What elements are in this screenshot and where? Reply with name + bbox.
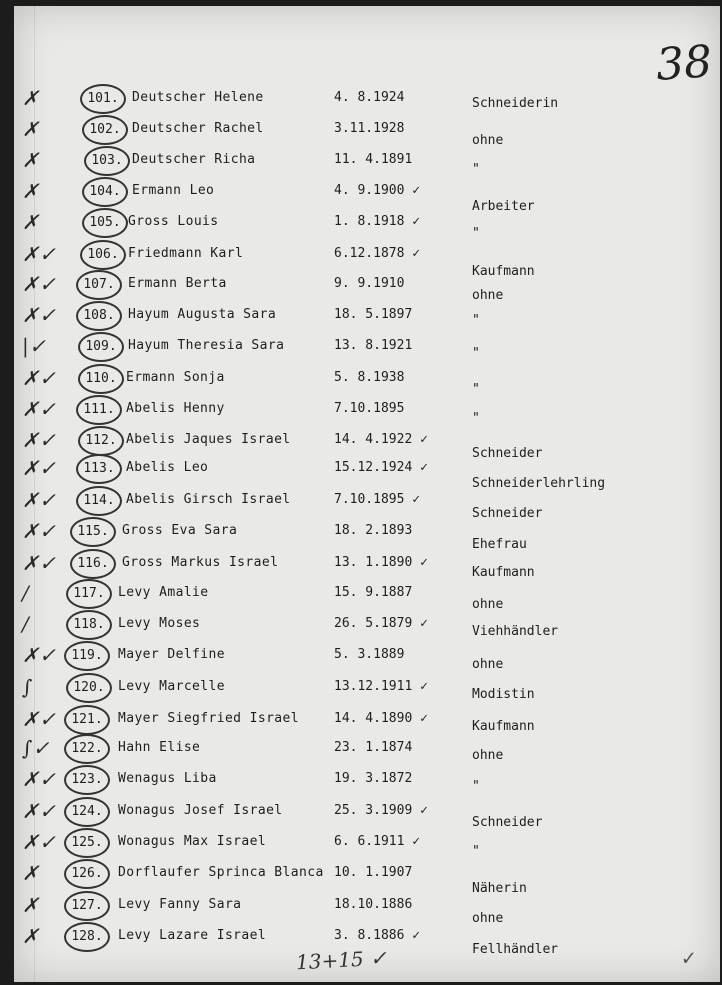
entry-birth-date: 11. 4.1891	[334, 152, 413, 167]
entry-occupation: Schneiderlehrling	[472, 476, 606, 491]
entry-number: 110.	[78, 364, 124, 394]
entry-birth-date: 6. 6.1911 ✓	[334, 834, 421, 849]
handwritten-check-marks: ✗ ✓	[22, 397, 53, 421]
entry-occupation: Näherin	[472, 881, 527, 896]
entry-occupation: Viehhändler	[472, 624, 559, 639]
entry-name: Ermann Berta	[128, 276, 227, 291]
entry-row	[14, 736, 720, 770]
handwritten-check-marks: ✗ ✓	[22, 456, 53, 480]
entry-birth-date: 5. 3.1889	[334, 647, 405, 662]
entry-occupation: "	[472, 226, 480, 241]
entry-number: 116.	[70, 549, 116, 579]
entry-number: 115.	[70, 517, 116, 547]
entry-row	[14, 366, 720, 400]
entry-number: 117.	[66, 579, 112, 609]
entry-number: 104.	[82, 177, 128, 207]
entry-occupation: ohne	[472, 597, 504, 612]
entry-row	[14, 707, 720, 741]
entry-number: 114.	[76, 486, 122, 516]
entry-number: 101.	[80, 84, 126, 114]
entry-birth-date: 15.12.1924 ✓	[334, 460, 428, 475]
entry-name: Ermann Leo	[132, 183, 215, 198]
handwritten-check-marks: ✗ ✓	[22, 830, 53, 854]
entry-name: Abelis Jaques Israel	[126, 432, 291, 447]
entry-birth-date: 14. 4.1922 ✓	[334, 432, 428, 447]
entry-name: Wonagus Max Israel	[118, 834, 267, 849]
entry-number: 106.	[80, 240, 126, 270]
entry-name: Levy Amalie	[118, 585, 209, 600]
entry-row	[14, 799, 720, 833]
entry-row	[14, 456, 720, 491]
entry-birth-date: 9. 9.1910	[334, 276, 405, 291]
entry-birth-date: 19. 3.1872	[334, 771, 413, 786]
entry-number: 121.	[64, 705, 110, 735]
entry-occupation: "	[472, 313, 480, 328]
entry-birth-date: 7.10.1895 ✓	[334, 492, 421, 507]
entry-name: Friedmann Karl	[128, 246, 244, 261]
entry-row	[14, 210, 720, 244]
handwritten-check-marks: | ✓	[22, 334, 43, 358]
entry-name: Gross Louis	[128, 214, 219, 229]
entry-name: Levy Fanny Sara	[118, 897, 242, 912]
handwritten-check-marks: /	[22, 581, 26, 605]
entry-name: Abelis Henny	[126, 401, 225, 416]
handwritten-check-marks: /	[22, 612, 26, 636]
entry-occupation: Schneider	[472, 506, 543, 521]
entry-occupation: Schneider	[472, 815, 543, 830]
entry-number: 123.	[64, 765, 110, 795]
handwritten-check-marks: ✗ ✓	[22, 643, 53, 667]
handwritten-check-marks: ∫ ✓	[22, 736, 47, 760]
entry-name: Levy Moses	[118, 616, 201, 631]
entry-name: Wonagus Josef Israel	[118, 803, 283, 818]
entry-name: Mayer Delfine	[118, 647, 225, 662]
entry-birth-date: 26. 5.1879 ✓	[334, 616, 428, 631]
entry-occupation: ohne	[472, 748, 504, 763]
entry-row	[14, 242, 720, 279]
entry-occupation: Schneiderin	[472, 96, 559, 111]
entry-occupation: "	[472, 162, 480, 177]
handwritten-check-marks: ✗ ✓	[22, 551, 53, 575]
document-sheet	[14, 6, 720, 982]
entry-number: 112.	[78, 426, 124, 456]
entry-row	[14, 488, 720, 522]
handwritten-check-marks: ✗	[22, 893, 36, 917]
entry-name: Mayer Siegfried Israel	[118, 711, 299, 726]
entry-row	[14, 612, 720, 646]
entry-occupation: "	[472, 779, 480, 794]
handwritten-check-marks: ✗	[22, 148, 36, 172]
handwritten-check-marks: ✗ ✓	[22, 488, 53, 512]
entry-birth-date: 15. 9.1887	[334, 585, 413, 600]
entry-name: Levy Marcelle	[118, 679, 225, 694]
handwritten-check-marks: ✗	[22, 86, 36, 110]
entry-row	[14, 861, 720, 896]
handwritten-check-marks: ✗ ✓	[22, 303, 53, 327]
entry-birth-date: 18. 5.1897	[334, 307, 413, 322]
entry-number: 109.	[78, 332, 124, 362]
entry-name: Deutscher Richa	[132, 152, 256, 167]
entry-birth-date: 1. 8.1918 ✓	[334, 214, 421, 229]
entry-row	[14, 272, 720, 306]
entry-number: 124.	[64, 797, 110, 827]
entry-birth-date: 25. 3.1909 ✓	[334, 803, 428, 818]
entry-birth-date: 14. 4.1890 ✓	[334, 711, 428, 726]
entry-number: 107.	[76, 270, 122, 300]
handwritten-check-marks: ✗	[22, 117, 36, 141]
handwritten-check-marks: ✗ ✓	[22, 366, 53, 390]
entry-name: Abelis Girsch Israel	[126, 492, 291, 507]
entry-number: 102.	[82, 115, 128, 145]
entry-birth-date: 7.10.1895	[334, 401, 405, 416]
entry-occupation: Ehefrau	[472, 537, 527, 552]
entry-row	[14, 86, 720, 120]
entry-birth-date: 23. 1.1874	[334, 740, 413, 755]
entry-occupation: Schneider	[472, 446, 543, 461]
entry-occupation: ohne	[472, 133, 504, 148]
entry-birth-date: 3. 8.1886 ✓	[334, 928, 421, 943]
handwritten-check-marks: ✗ ✓	[22, 428, 53, 452]
entry-occupation: "	[472, 411, 480, 426]
entry-row	[14, 551, 720, 585]
entry-birth-date: 18.10.1886	[334, 897, 413, 912]
corner-check-icon: ✓	[682, 946, 696, 971]
entry-occupation: Kaufmann	[472, 565, 535, 580]
entry-number: 105.	[82, 208, 128, 238]
entry-number: 111.	[76, 395, 122, 425]
entry-birth-date: 3.11.1928	[334, 121, 405, 136]
entry-name: Ermann Sonja	[126, 370, 225, 385]
entry-name: Hahn Elise	[118, 740, 201, 755]
entry-occupation: "	[472, 382, 480, 397]
entry-name: Gross Eva Sara	[122, 523, 238, 538]
entry-number: 125.	[64, 828, 110, 858]
entry-occupation: ohne	[472, 288, 504, 303]
entry-number: 118.	[66, 610, 112, 640]
entry-name: Abelis Leo	[126, 460, 209, 475]
entry-occupation: Modistin	[472, 687, 535, 702]
entry-row	[14, 830, 720, 864]
entry-birth-date: 10. 1.1907	[334, 865, 413, 880]
handwritten-check-marks: ✗	[22, 179, 36, 203]
entry-birth-date: 18. 2.1893	[334, 523, 413, 538]
handwritten-check-marks: ✗ ✓	[22, 242, 53, 266]
entry-birth-date: 4. 9.1900 ✓	[334, 183, 421, 198]
entry-name: Hayum Augusta Sara	[128, 307, 277, 322]
entry-name: Wenagus Liba	[118, 771, 217, 786]
entry-number: 120.	[66, 673, 112, 703]
entry-row	[14, 519, 720, 553]
entry-number: 108.	[76, 301, 122, 331]
entry-occupation: Kaufmann	[472, 264, 535, 279]
entry-number: 119.	[64, 641, 110, 671]
handwritten-check-marks: ✗ ✓	[22, 767, 53, 791]
entry-row	[14, 643, 720, 677]
entry-row	[14, 148, 720, 182]
entry-name: Deutscher Helene	[132, 90, 264, 105]
entry-row	[14, 303, 720, 337]
entry-birth-date: 13. 1.1890 ✓	[334, 555, 428, 570]
entry-number: 127.	[64, 891, 110, 921]
handwritten-check-marks: ✗	[22, 210, 36, 234]
entry-occupation: Fellhändler	[472, 942, 559, 957]
entry-number: 103.	[84, 146, 130, 176]
footer-note: 13+15 ✓	[295, 945, 388, 975]
handwritten-check-marks: ✗ ✓	[22, 519, 53, 543]
entry-occupation: ohne	[472, 911, 504, 926]
entry-name: Hayum Theresia Sara	[128, 338, 285, 353]
entry-row	[14, 117, 720, 151]
entry-name: Gross Markus Israel	[122, 555, 279, 570]
entry-birth-date: 13.12.1911 ✓	[334, 679, 428, 694]
entry-row	[14, 397, 720, 431]
entry-number: 128.	[64, 922, 110, 952]
handwritten-check-marks: ✗ ✓	[22, 272, 53, 296]
entry-birth-date: 4. 8.1924	[334, 90, 405, 105]
entry-occupation: Arbeiter	[472, 199, 535, 214]
entry-row	[14, 334, 720, 368]
entry-row	[14, 675, 720, 709]
entry-name: Deutscher Rachel	[132, 121, 264, 136]
entry-name: Dorflaufer Sprinca Blanca	[118, 865, 324, 880]
entry-row	[14, 767, 720, 801]
entry-birth-date: 5. 8.1938	[334, 370, 405, 385]
entry-number: 113.	[76, 454, 122, 484]
entry-occupation: "	[472, 844, 480, 859]
entry-row	[14, 179, 720, 214]
entry-row	[14, 428, 720, 462]
handwritten-check-marks: ✗	[22, 861, 36, 885]
handwritten-check-marks: ∫	[22, 675, 30, 699]
entry-birth-date: 13. 8.1921	[334, 338, 413, 353]
entry-occupation: Kaufmann	[472, 719, 535, 734]
handwritten-check-marks: ✗ ✓	[22, 707, 53, 731]
entry-occupation: ohne	[472, 657, 504, 672]
entry-number: 126.	[64, 859, 110, 889]
entry-birth-date: 6.12.1878 ✓	[334, 246, 421, 261]
page-number: 38	[654, 36, 714, 91]
handwritten-check-marks: ✗ ✓	[22, 799, 53, 823]
entry-row	[14, 581, 720, 615]
entry-number: 122.	[64, 734, 110, 764]
entry-occupation: "	[472, 346, 480, 361]
handwritten-check-marks: ✗	[22, 924, 36, 948]
entry-row	[14, 893, 720, 927]
entry-name: Levy Lazare Israel	[118, 928, 267, 943]
